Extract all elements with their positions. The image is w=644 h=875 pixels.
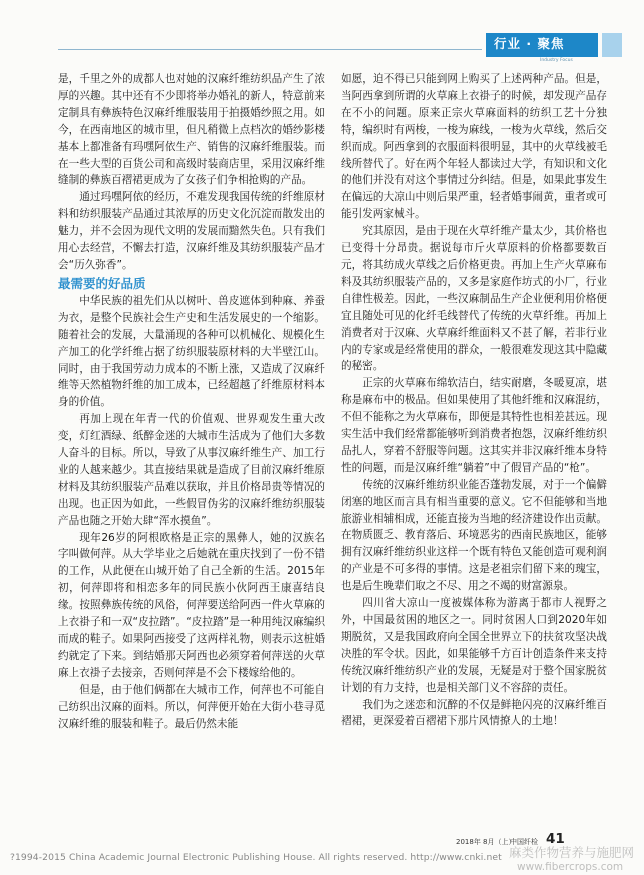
left-column — [58, 71, 325, 732]
body-paragraph: 四川省大凉山一度被媒体称为游离于都市人视野之外，中国最贫困的地区之一。同时贫困人口到2020年如期脱贫，又是我国政府向全国全世界立下的扶贫攻坚决战决胜的军令状。因此，如果能够千方百计创造条件来支持传统汉麻纤维纺织产业的发展，无疑是对于整个国家脱贫计划的有力支持，也是相关部门义不容辞的责任。 — [341, 597, 607, 694]
copyright-line: ?1994-2015 China Academic Journal Electronic Publishing House. All rights reserved. http://www.cnki.net — [10, 852, 502, 863]
body-paragraph: 传统的汉麻纤维纺织业能否蓬勃发展，对于一个偏僻闭塞的地区而言具有相当重要的意义。它不但能够和当地旅游业相辅相成，还能直接为当地的经济建设作出贡献。在物质匮乏、教育落后、环境恶劣的西南民族地区，能够拥有汉麻纤维纺织业这样一个既有特色又能创造可观利润的产业是不可多得的事情。这是老祖宗们留下来的瑰宝，也是后生晚辈们取之不尽、用之不竭的财富源泉。 — [341, 478, 607, 593]
banner-accent-bar — [602, 33, 622, 57]
section-title: 行业 · 聚焦 — [494, 36, 565, 51]
body-paragraph: 通过玛嘿阿依的经历，不难发现我国传统的纤维原材料和纺织服装产品通过其浓厚的历史文化沉淀而散发出的魅力，并不会因为现代文明的发展而黯然失色。只有我们用心去经营，不懈去打造，汉麻纤维及其纺织服装产品才会“历久弥香”。 — [58, 191, 325, 271]
body-paragraph: 正宗的火草麻布绵软洁白，结实耐磨，冬暖夏凉，堪称是麻布中的极品。但如果使用了其他纤维和汉麻混纺，不但不能称之为火草麻布，即便是其特性也相差甚远。现实生活中我们经常都能够听到消费者抱怨，汉麻纤维纺织品扎人，穿着不舒服等问题。这其实并非汉麻纤维本身特性的问题，而是汉麻纤维“躺着”中了假冒产品的“枪”。 — [341, 377, 607, 474]
closing-paragraph: 我们为之迷恋和沉醉的不仅是鲜艳闪亮的汉麻纤维百褶裙，更深爱着百褶裙下那片风情撩人的土地！ — [341, 698, 607, 728]
page-number: 41 — [546, 831, 565, 847]
watermark-text: 麻类作物营养与施肥网 — [509, 845, 635, 860]
body-paragraph: 如愿，迫不得已只能到网上购买了上述两种产品。但是，当阿西拿到所谓的火草麻上衣褂子的时候，却发现产品存在不小的问题。原来正宗火草麻面料的纺织工艺十分独特，编织时有两梭，一梭为麻线，一梭为火草线，然后交织而成。阿西拿到的衣服面料很明显，其中的火草线被毛线所替代了。好在两个年轻人都读过大学，有知识和文化的他们并没有对这个事情过分纠结。但是，如果此事发生在偏远的大凉山中则后果严重，轻者婚事闹黄，重者或可能引发两家械斗。 — [341, 73, 607, 221]
section-banner — [486, 33, 598, 63]
body-paragraph: 中华民族的祖先们从以树叶、兽皮遮体到种麻、养蚕为衣，是整个民族社会生产史和生活发展史的一个缩影。随着社会的发展，大量涌现的各种可以机械化、规模化生产加工的化学纤维占据了纺织服装原材料的大半壁江山。同时，由于我国劳动力成本的不断上涨，又造成了汉麻纤维等天然植物纤维的加工成本，已经超越了纤维原材料本身的价值。 — [58, 294, 325, 409]
section-heading: 最需要的好品质 — [58, 275, 146, 291]
body-paragraph: 究其原因，是由于现在火草纤维产量太少，其价格也已变得十分昂贵。据说每市斤火草原料的价格都要数百元，将其纺成火草线之后价格更贵。再加上生产火草麻布料及其纺织服装产品的，又多是家庭作坊式的小厂，行业自律性极差。因此，一些汉麻制品生产企业便利用价格便宜且随处可见的化纤毛线替代了传统的火草纤维。再加上消费者对于汉麻、火草麻纤维面料又不甚了解，若非行业内的专家或是经常使用的群众，一般很难发现这其中隐藏的秘密。 — [341, 225, 607, 373]
watermark-url: www.fibercrops.com — [517, 861, 624, 873]
issue-date: 2018年 8月（上） — [456, 838, 516, 846]
section-subtitle: Industry Focus — [540, 58, 573, 63]
body-paragraph: 再加上现在年青一代的价值观、世界观发生重大改变，灯红酒绿、纸醉金迷的大城市生活成为了他们大多数人奋斗的目标。所以，导致了从事汉麻纤维生产、加工行业的人越来越少。其直接结果就是造成了目前汉麻纤维原材料及其纺织服装产品难以获取，并且价格昂贵等情况的出现。也正因为如此，一些假冒伪劣的汉麻纤维纺织服装产品也随之开始大肆“浑水摸鱼”。 — [58, 413, 325, 527]
body-paragraph: 但是，由于他们俩都在大城市工作，何萍也不可能自己纺织出汉麻的面料。所以，何萍便开始在大街小巷寻觅汉麻纤维的服装和鞋子。最后仍然未能 — [58, 683, 325, 730]
body-paragraph: 现年26岁的阿根欧格是正宗的黑彝人，她的汉族名字叫做何萍。从大学毕业之后她就在重庆找到了一份不错的工作，从此便在山城开始了自己全新的生活。2015年初，何萍即将和相恋多年的同民族小伙阿西王康喜结良缘。按照彝族传统的风俗，何萍要送给阿西一件火草麻的上衣褂子和一双“皮拉踏”。“皮拉踏”是一种用纯汉麻编织而成的鞋子。如果阿西接受了这两样礼物，则表示这桩婚约就定了下来。到结婚那天阿西也必须穿着何萍送的火草麻上衣褂子去接亲，否则何萍是不会下楼嫁给他的。 — [58, 531, 325, 679]
body-paragraph: 是，千里之外的成都人也对她的汉麻纤维纺织品产生了浓厚的兴趣。其中还有不少即将举办婚礼的新人，特意前来定制具有彝族特色汉麻纤维服装用于拍摄婚纱照之用。如今，在西南地区的城市里，但凡稍微上点档次的婚纱影楼基本上都准备有玛嘿阿依生产、销售的汉麻纤维服装。而在一些大型的百货公司和高级时装商店里，采用汉麻纤维缝制的彝族百褶裙更成为了女孩子们争相抢购的产品。 — [58, 73, 325, 187]
right-column — [341, 71, 607, 730]
header-rule — [58, 49, 482, 50]
magazine-name: 中国纤检 — [510, 838, 538, 846]
